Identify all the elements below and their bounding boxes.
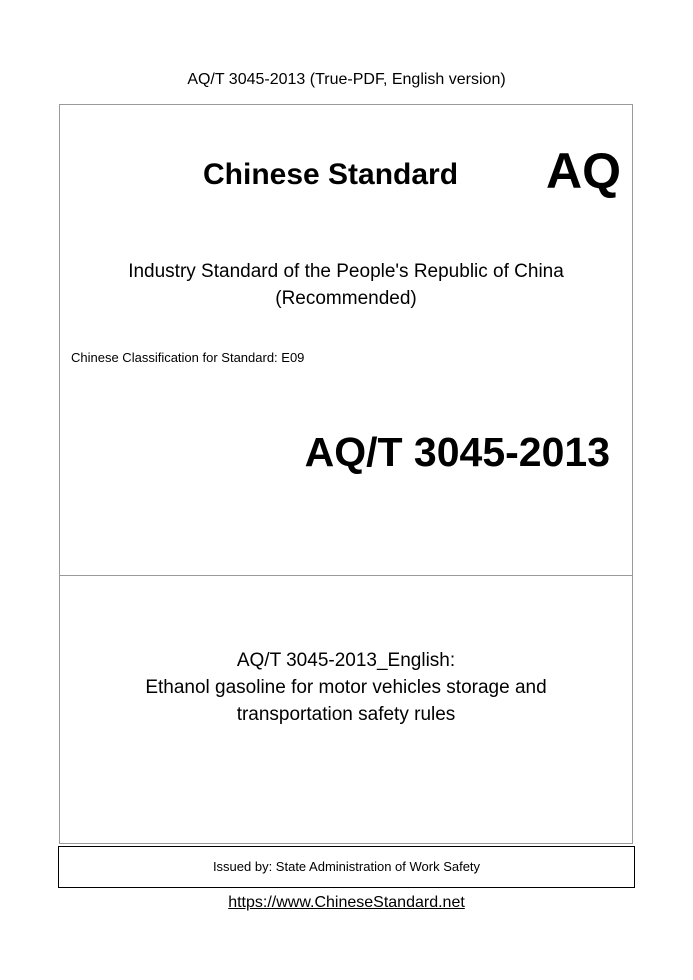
industry-standard-block [60,258,632,312]
recommended-line: (Recommended) [275,288,417,309]
title-line: transportation safety rules [236,704,456,725]
classification-text: Chinese Classification for Standard: E09 [71,350,305,365]
standard-number: AQ/T 3045-2013 [304,429,610,475]
cover-heading: Chinese Standard [203,158,459,191]
title-line: AQ/T 3045-2013_English: [236,650,456,671]
standard-title-block [60,647,632,728]
document-header: AQ/T 3045-2013 (True-PDF, English version) [187,71,506,88]
footer [0,893,693,913]
industry-line: Industry Standard of the People's Republic of China [128,261,564,282]
website-link[interactable]: https://www.ChineseStandard.net [228,894,465,911]
aq-logo: AQ [546,143,621,199]
title-line: Ethanol gasoline for motor vehicles storage and [145,677,547,698]
frame-divider [60,575,632,576]
issued-by-box: Issued by: State Administration of Work Safety [58,846,635,888]
cover-frame [59,104,633,844]
